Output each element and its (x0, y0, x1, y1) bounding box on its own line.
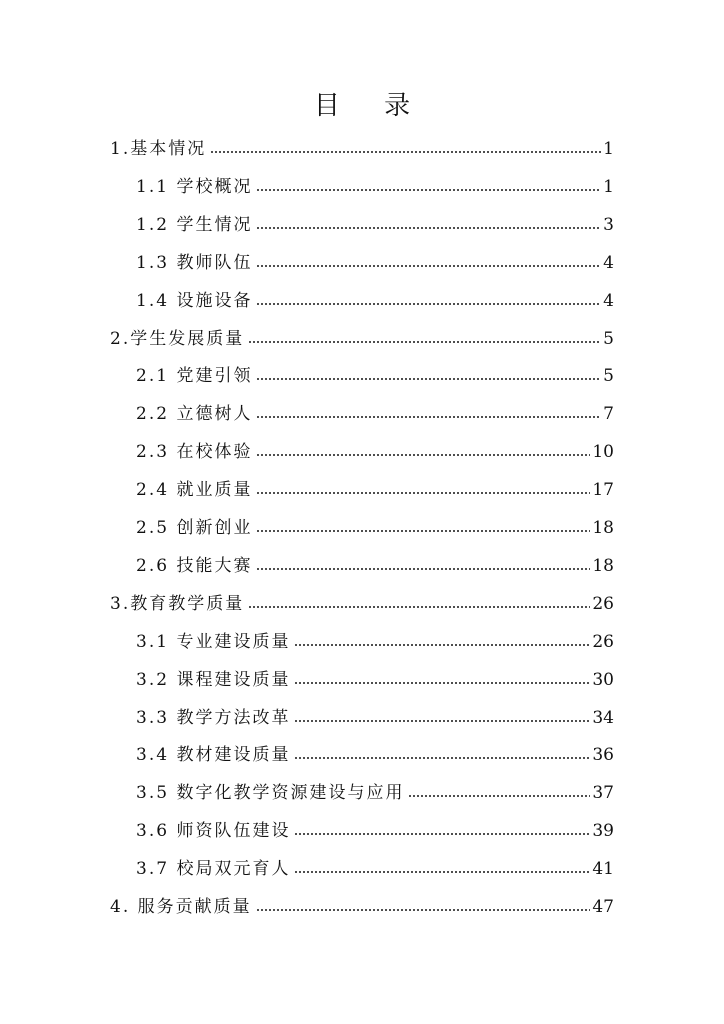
toc-dot-leader (294, 831, 590, 837)
toc-entry-page-number: 30 (592, 669, 614, 690)
toc-entry-label: 2.学生发展质量 (110, 328, 245, 349)
toc-entry-page-number: 5 (603, 328, 614, 349)
toc-entry[interactable] (110, 320, 614, 350)
toc-entry-label: 1.2 学生情况 (136, 214, 253, 235)
toc-entry-page-number: 7 (603, 404, 614, 425)
toc-entry[interactable] (136, 774, 614, 804)
toc-dot-leader (294, 869, 590, 875)
toc-entry[interactable] (136, 168, 614, 198)
toc-entry-page-number: 4 (603, 252, 614, 273)
toc-entry-page-number: 39 (592, 821, 614, 842)
toc-dot-leader (210, 149, 601, 155)
toc-entry-page-number: 47 (592, 897, 614, 917)
toc-entry[interactable] (136, 471, 614, 501)
toc-dot-leader (256, 528, 590, 534)
toc-dot-leader (256, 907, 591, 913)
toc-entry[interactable] (136, 395, 614, 425)
toc-entry-label: 3.2 课程建设质量 (136, 669, 291, 690)
toc-entry[interactable] (136, 812, 614, 842)
toc-entry[interactable] (110, 888, 614, 918)
toc-entry-page-number: 41 (592, 859, 614, 880)
toc-entry-label: 2.3 在校体验 (136, 442, 253, 463)
toc-dot-leader (294, 642, 590, 648)
toc-dot-leader (256, 225, 601, 231)
toc-entry-label: 3.教育教学质量 (110, 593, 245, 614)
toc-entry-label: 1.1 学校概况 (136, 176, 253, 197)
toc-entry[interactable] (136, 736, 614, 766)
toc-entry-page-number: 1 (603, 139, 614, 159)
toc-dot-leader (256, 376, 601, 382)
toc-entry-page-number: 37 (592, 783, 614, 804)
toc-entry-label: 2.6 技能大赛 (136, 555, 253, 576)
toc-dot-leader (248, 339, 601, 345)
toc-entry[interactable] (136, 206, 614, 236)
toc-entry[interactable] (136, 433, 614, 463)
toc-dot-leader (256, 187, 601, 193)
toc-entry-page-number: 18 (592, 555, 614, 576)
toc-entry-label: 2.4 就业质量 (136, 480, 253, 501)
toc-dot-leader (256, 452, 590, 458)
toc-entry[interactable] (136, 623, 614, 653)
toc-entry-page-number: 17 (592, 480, 614, 501)
toc-entry-label: 3.3 教学方法改革 (136, 707, 291, 728)
toc-dot-leader (294, 718, 590, 724)
toc-entry-label: 2.2 立德树人 (136, 404, 253, 425)
toc-entry[interactable] (110, 585, 614, 615)
toc-entry-label: 2.1 党建引领 (136, 366, 253, 387)
toc-dot-leader (256, 301, 601, 307)
toc-entry-page-number: 4 (603, 290, 614, 311)
toc-entry-label: 1.基本情况 (110, 139, 207, 159)
toc-entry[interactable] (136, 357, 614, 387)
toc-title: 目 录 (313, 91, 429, 121)
toc-entry-page-number: 3 (603, 214, 614, 235)
toc-entry[interactable] (136, 850, 614, 880)
toc-entry-page-number: 18 (592, 518, 614, 538)
toc-entry-label: 3.5 数字化教学资源建设与应用 (136, 783, 405, 804)
toc-entry-page-number: 26 (592, 593, 614, 614)
toc-entry-page-number: 10 (592, 442, 614, 463)
toc-entry-label: 3.4 教材建设质量 (136, 745, 291, 766)
toc-dot-leader (256, 490, 590, 496)
toc-entry-page-number: 1 (603, 176, 614, 197)
toc-dot-leader (294, 755, 590, 761)
toc-entry-label: 3.7 校局双元育人 (136, 859, 291, 880)
toc-dot-leader (256, 566, 590, 572)
toc-entry[interactable] (136, 699, 614, 729)
toc-entry-label: 3.6 师资队伍建设 (136, 821, 291, 842)
toc-dot-leader (256, 414, 601, 420)
toc-dot-leader (256, 263, 601, 269)
toc-entry-label: 1.4 设施设备 (136, 290, 253, 311)
toc-entry-page-number: 5 (603, 366, 614, 387)
toc-entry-page-number: 36 (592, 745, 614, 766)
toc-entry[interactable] (136, 509, 614, 539)
toc-entry-label: 2.5 创新创业 (136, 518, 253, 538)
toc-entry[interactable] (110, 130, 614, 160)
toc-entry-label: 3.1 专业建设质量 (136, 631, 291, 652)
toc-dot-leader (248, 604, 590, 610)
toc-entry-page-number: 34 (592, 707, 614, 728)
toc-entry-label: 1.3 教师队伍 (136, 252, 253, 273)
toc-entry[interactable] (136, 282, 614, 312)
toc-entry-label: 4. 服务贡献质量 (110, 897, 252, 917)
toc-dot-leader (294, 680, 590, 686)
toc-dot-leader (408, 793, 590, 799)
toc-entry[interactable] (136, 244, 614, 274)
toc-entry[interactable] (136, 661, 614, 691)
toc-entry-page-number: 26 (592, 631, 614, 652)
toc-entry[interactable] (136, 547, 614, 577)
